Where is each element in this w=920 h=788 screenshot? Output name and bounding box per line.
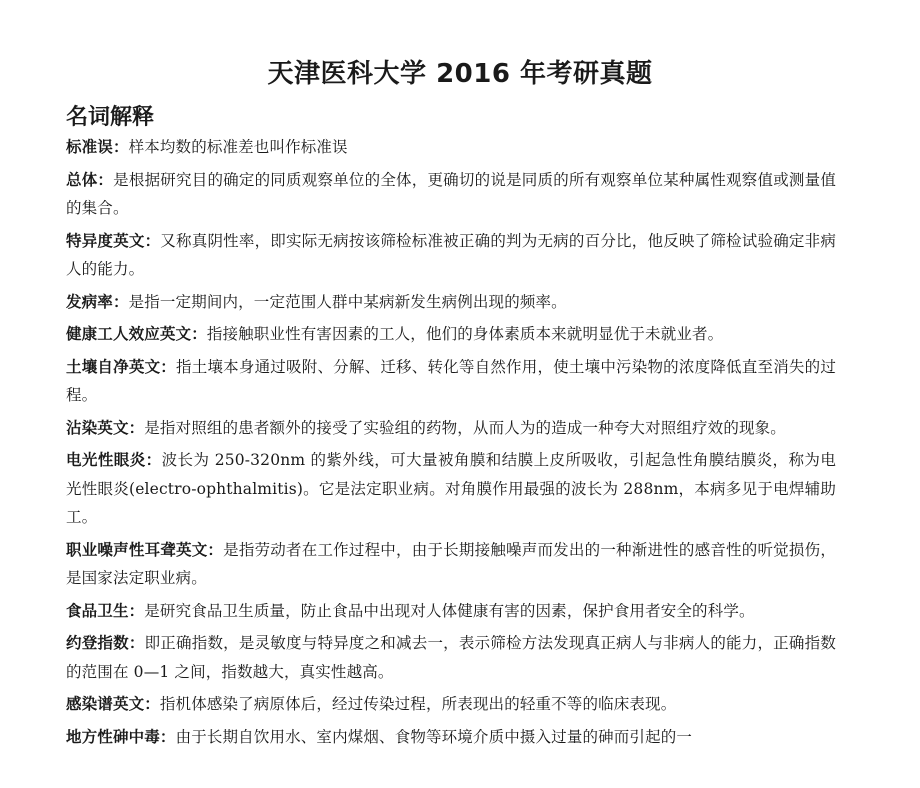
glossary-entry xyxy=(66,288,836,317)
glossary-term: 感染谱英文： xyxy=(66,695,160,713)
glossary-entry xyxy=(66,353,836,410)
glossary-definition: 指机体感染了病原体后，经过传染过程，所表现出的轻重不等的临床表现。 xyxy=(159,695,677,713)
glossary-entry xyxy=(66,227,836,284)
glossary-term: 特异度英文： xyxy=(66,231,161,250)
glossary-list xyxy=(66,133,836,755)
glossary-entry xyxy=(66,446,836,532)
glossary-term: 发病率： xyxy=(66,292,129,311)
glossary-definition: 是指对照组的患者额外的接受了实验组的药物，从而人为的造成一种夸大对照组疗效的现象。 xyxy=(144,418,786,437)
glossary-definition: 由于长期自饮用水、室内煤烟、食物等环境介质中摄入过量的砷而引起的一 xyxy=(175,727,693,746)
section-heading: 名词解释 xyxy=(66,105,155,130)
glossary-definition: 是根据研究目的确定的同质观察单位的全体，更确切的说是同质的所有观察单位某种属性观察值或测量值的集合。 xyxy=(66,170,837,217)
document-title: 天津医科大学 2016 年考研真题 xyxy=(267,59,653,89)
glossary-definition: 样本均数的标准差也叫作标准误 xyxy=(128,138,348,156)
glossary-definition: 波长为 250-320nm 的紫外线，可大量被角膜和结膜上皮所吸收，引起急性角膜结膜炎，称为电光性眼炎(electro-ophthalmitis)。它是法定职业病。对角膜作用最强的波长为 288nm，本病多见于电焊辅助工。 xyxy=(66,451,836,526)
glossary-term: 总体： xyxy=(66,170,114,189)
glossary-term: 地方性砷中毒： xyxy=(66,727,176,746)
glossary-term: 沾染英文： xyxy=(66,418,145,437)
glossary-entry xyxy=(66,723,836,752)
glossary-definition: 是指劳动者在工作过程中，由于长期接触噪声而发出的一种渐进性的感音性的听觉损伤，是国家法定职业病。 xyxy=(66,540,836,587)
glossary-entry xyxy=(66,629,836,686)
glossary-term: 健康工人效应英文： xyxy=(66,325,207,343)
glossary-term: 土壤自净英文： xyxy=(66,357,177,376)
glossary-definition: 是指一定期间内，一定范围人群中某病新发生病例出现的频率。 xyxy=(128,292,567,311)
glossary-term: 电光性眼炎： xyxy=(66,451,162,469)
glossary-entry xyxy=(66,414,836,443)
glossary-entry xyxy=(66,536,836,593)
glossary-definition: 指接触职业性有害因素的工人，他们的身体素质本来就明显优于未就业者。 xyxy=(206,325,724,343)
glossary-term: 标准误： xyxy=(66,138,129,156)
glossary-term: 约登指数： xyxy=(66,634,145,652)
glossary-term: 食品卫生： xyxy=(66,601,145,620)
glossary-definition: 是研究食品卫生质量，防止食品中出现对人体健康有害的因素，保护食用者安全的科学。 xyxy=(144,601,755,620)
glossary-definition: 又称真阴性率，即实际无病按该筛检标准被正确的判为无病的百分比，他反映了筛检试验确定非病人的能力。 xyxy=(66,231,836,278)
glossary-definition: 指土壤本身通过吸附、分解、迁移、转化等自然作用，使土壤中污染物的浓度降低直至消失的过程。 xyxy=(66,357,836,404)
glossary-entry xyxy=(66,597,836,626)
glossary-entry xyxy=(66,320,836,349)
glossary-entry xyxy=(66,166,836,223)
glossary-definition: 即正确指数，是灵敏度与特异度之和减去一，表示筛检方法发现真正病人与非病人的能力，正确指数的范围在 0—1 之间，指数越大，真实性越高。 xyxy=(66,634,836,681)
glossary-term: 职业噪声性耳聋英文： xyxy=(66,540,224,559)
glossary-entry xyxy=(66,690,836,719)
glossary-entry xyxy=(66,133,836,162)
